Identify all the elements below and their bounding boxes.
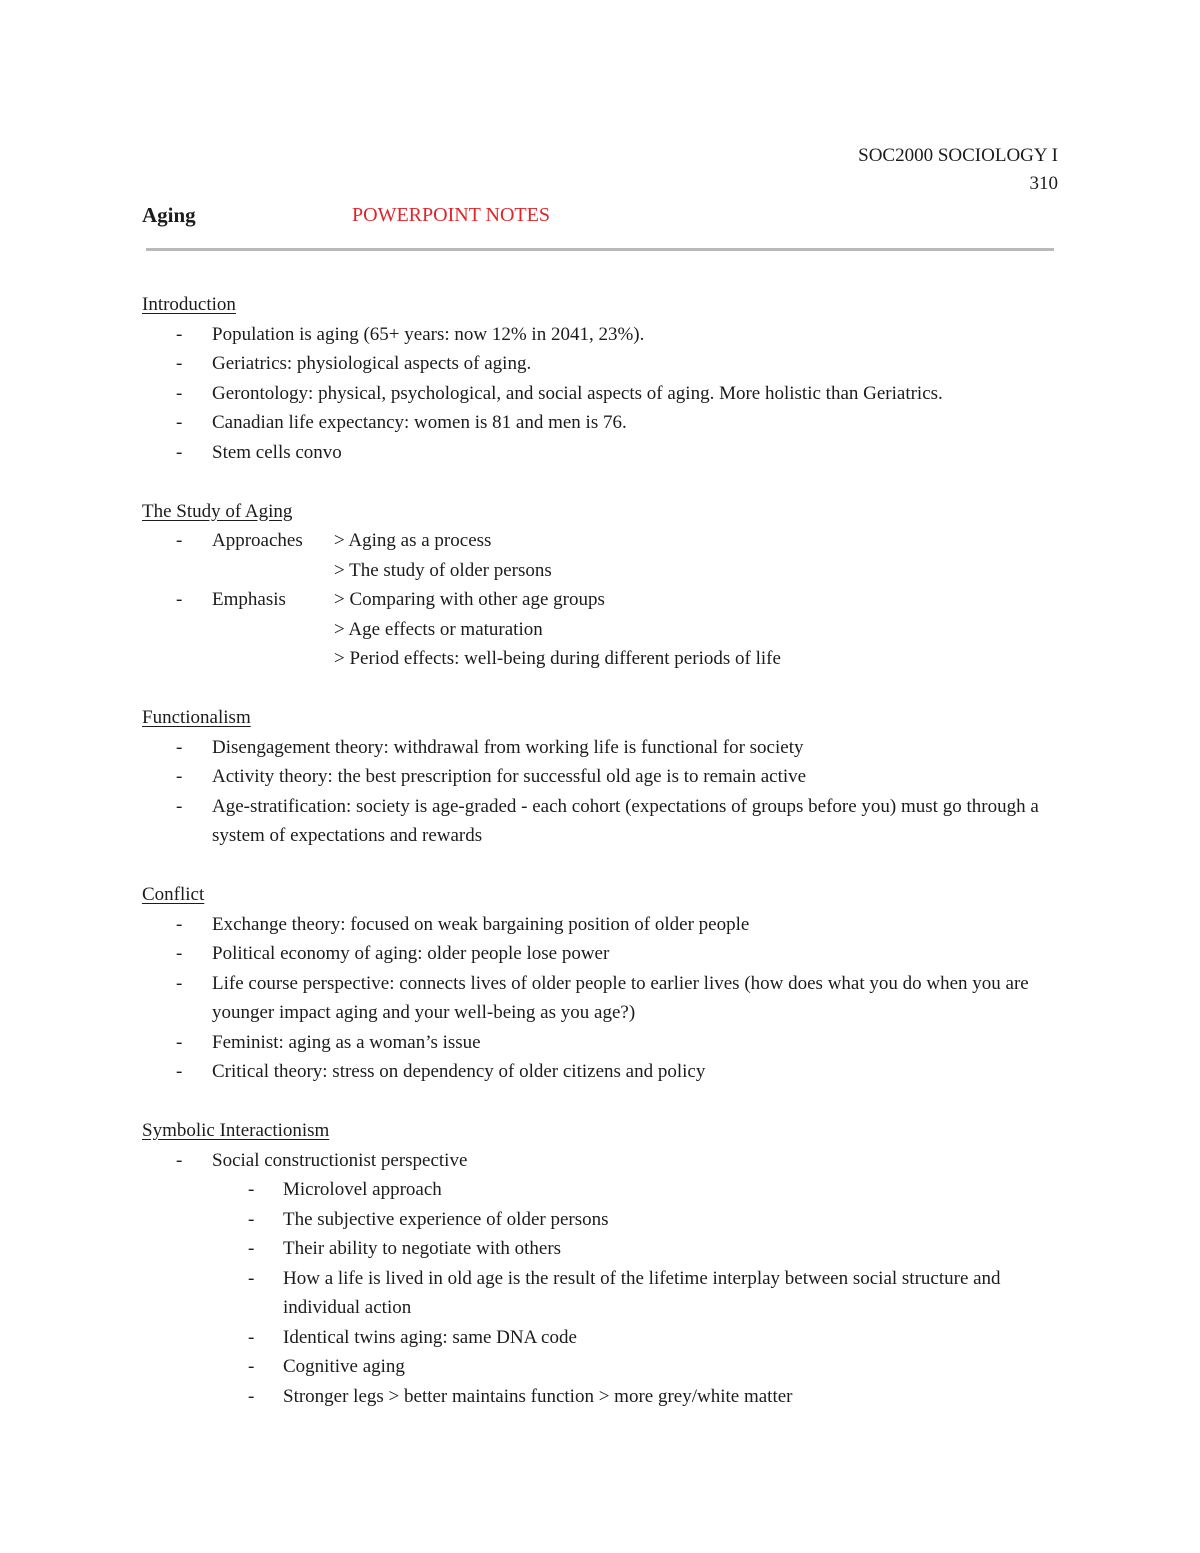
bullet-list	[142, 320, 1062, 468]
dash-bullet: -	[176, 1061, 183, 1082]
sub-list-item	[142, 1175, 1062, 1205]
dash-bullet: -	[248, 1356, 255, 1377]
list-item-text: Feminist: aging as a woman’s issue	[212, 1031, 481, 1053]
list-item-text: Social constructionist perspective	[212, 1149, 468, 1171]
list-item-text: Political economy of aging: older people lose power	[212, 943, 610, 964]
section-functionalism	[142, 703, 1062, 851]
list-item-text: Life course perspective: connects lives of older people to earlier lives (how does what you do when you are younger impact aging and your well-being as you age?)	[212, 972, 1029, 1023]
list-item	[142, 1028, 1062, 1058]
list-item-text: Disengagement theory: withdrawal from working life is functional for society	[212, 736, 804, 758]
list-item-text: Population is aging (65+ years: now 12% in 2041, 23%).	[212, 323, 645, 345]
list-item	[142, 379, 1062, 409]
list-item-text: Geriatrics: physiological aspects of aging.	[212, 353, 532, 374]
dash-bullet: -	[248, 1238, 255, 1259]
dash-bullet: -	[176, 382, 183, 404]
sub-list-item	[142, 1234, 1062, 1264]
course-name: SOC2000 SOCIOLOGY I	[858, 145, 1058, 166]
approaches-value: > Aging as a process	[334, 530, 492, 551]
dash-bullet: -	[248, 1385, 255, 1407]
list-item-text: Exchange theory: focused on weak bargaining position of older people	[212, 913, 750, 935]
list-item-text: Stem cells convo	[212, 441, 342, 463]
bullet-list	[142, 526, 1062, 674]
section-study-of-aging	[142, 497, 1062, 674]
section-introduction	[142, 290, 1062, 467]
section-heading: The Study of Aging	[142, 500, 293, 522]
bullet-list	[142, 910, 1062, 1087]
section-symbolic-interactionism	[142, 1116, 1062, 1411]
list-item-text: Identical twins aging: same DNA code	[283, 1326, 577, 1348]
list-item-text: Microlovel approach	[283, 1179, 442, 1200]
dash-bullet: -	[176, 412, 183, 433]
list-item-text: Gerontology: physical, psychological, and social aspects of aging. More holistic than Geriatrics.	[212, 382, 943, 404]
dash-bullet: -	[176, 589, 183, 610]
dash-bullet: -	[176, 353, 183, 374]
dash-bullet: -	[176, 323, 183, 345]
list-item	[142, 1057, 1062, 1087]
list-item	[142, 349, 1062, 379]
list-item	[142, 910, 1062, 940]
approaches-label: Approaches	[212, 530, 303, 551]
dash-bullet: -	[176, 1149, 183, 1171]
section-heading: Introduction	[142, 294, 236, 315]
list-item-text: The subjective experience of older persons	[283, 1208, 609, 1230]
list-item	[142, 408, 1062, 438]
dash-bullet: -	[248, 1267, 255, 1289]
bullet-list	[142, 1146, 1062, 1412]
list-item	[142, 939, 1062, 969]
list-item-emphasis	[142, 585, 1062, 674]
section-heading: Conflict	[142, 884, 205, 905]
dash-bullet: -	[176, 795, 183, 817]
sub-list-item	[142, 1323, 1062, 1353]
list-item-text: Their ability to negotiate with others	[283, 1238, 562, 1259]
list-item	[142, 320, 1062, 350]
dash-bullet: -	[248, 1179, 255, 1200]
dash-bullet: -	[176, 913, 183, 935]
list-item	[142, 733, 1062, 763]
dash-bullet: -	[176, 736, 183, 758]
dash-bullet: -	[176, 1031, 183, 1053]
dash-bullet: -	[248, 1208, 255, 1230]
sub-list-item	[142, 1352, 1062, 1382]
document-title: Aging	[142, 203, 196, 227]
emphasis-label: Emphasis	[212, 589, 286, 610]
dash-bullet: -	[176, 441, 183, 463]
list-item-text: Cognitive aging	[283, 1356, 405, 1377]
section-heading: Functionalism	[142, 707, 251, 728]
course-code: 310	[1029, 173, 1058, 194]
dash-bullet: -	[176, 766, 183, 787]
list-item	[142, 792, 1062, 851]
notes-body	[142, 290, 1062, 1441]
list-item-text: Canadian life expectancy: women is 81 and men is 76.	[212, 412, 627, 433]
dash-bullet: -	[176, 972, 183, 994]
dash-bullet: -	[176, 530, 183, 551]
section-heading: Symbolic Interactionism	[142, 1120, 330, 1141]
dash-bullet: -	[248, 1326, 255, 1348]
sub-list-item	[142, 1382, 1062, 1412]
section-conflict	[142, 880, 1062, 1087]
list-item-text: Age-stratification: society is age-graded - each cohort (expectations of groups before you) must go through a system of expectations and rewards	[212, 795, 1039, 846]
list-item	[142, 969, 1062, 1028]
list-item-text: Stronger legs > better maintains function > more grey/white matter	[283, 1385, 793, 1407]
approaches-value: > The study of older persons	[334, 559, 552, 581]
dash-bullet: -	[176, 943, 183, 964]
list-item-text: Activity theory: the best prescription for successful old age is to remain active	[212, 766, 807, 787]
sub-list-item	[142, 1264, 1062, 1323]
list-item-approaches	[142, 526, 1062, 585]
header-divider	[146, 248, 1054, 251]
sub-list-item	[142, 1205, 1062, 1235]
document-subtitle: POWERPOINT NOTES	[352, 204, 550, 226]
emphasis-value: > Period effects: well-being during different periods of life	[334, 648, 781, 669]
list-item-text: Critical theory: stress on dependency of older citizens and policy	[212, 1061, 706, 1082]
bullet-list	[142, 733, 1062, 851]
list-item	[142, 438, 1062, 468]
list-item-text: How a life is lived in old age is the result of the lifetime interplay between social structure and individual action	[283, 1267, 1001, 1318]
list-item	[142, 1146, 1062, 1176]
list-item	[142, 762, 1062, 792]
emphasis-value: > Comparing with other age groups	[334, 589, 605, 610]
emphasis-value: > Age effects or maturation	[334, 618, 543, 640]
